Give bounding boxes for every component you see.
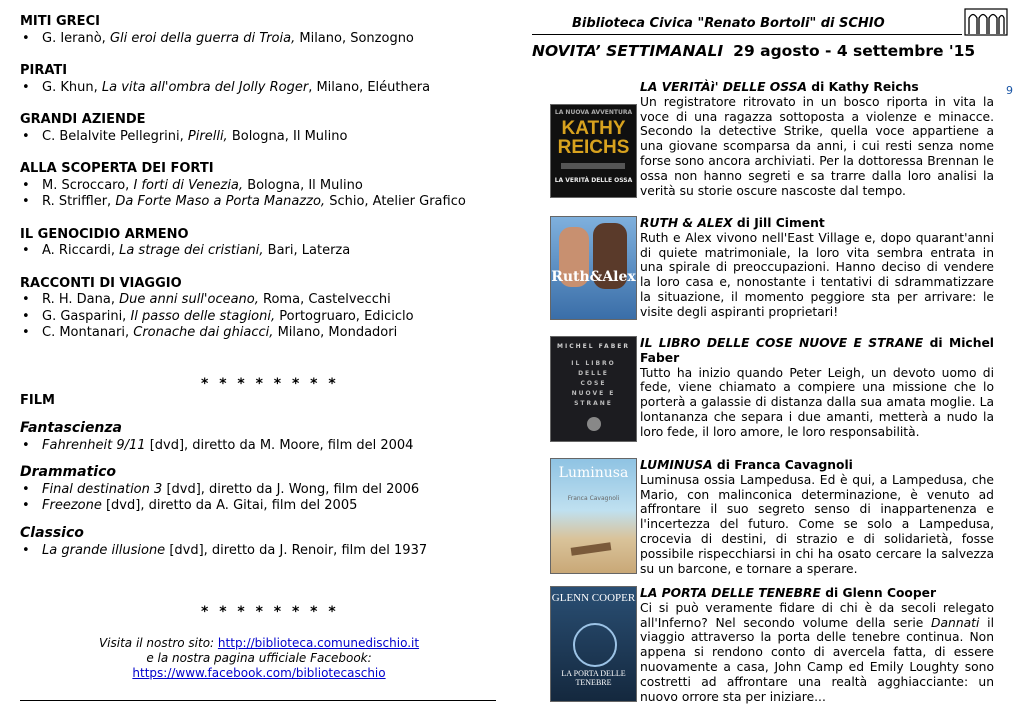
section-title: GRANDI AZIENDE <box>20 112 146 127</box>
section-grandi-aziende <box>20 112 498 145</box>
list-item <box>20 243 498 260</box>
film-genre-drammatico <box>20 464 498 515</box>
book-title: RUTH & ALEX <box>640 216 733 230</box>
library-logo-icon <box>964 8 1008 36</box>
item-author: C. Belalvite Pellegrini, <box>42 128 184 144</box>
book-title: LUMINUSA <box>640 458 713 472</box>
cover-art <box>571 542 612 555</box>
cover-title: Luminusa <box>558 465 629 481</box>
list-item <box>20 325 498 342</box>
list-item <box>20 178 498 195</box>
book-title: LA VERITÀì' DELLE OSSA <box>640 80 808 94</box>
book-author: di Michel Faber <box>640 336 995 365</box>
footer <box>20 636 498 681</box>
bullet-icon: • <box>22 437 30 453</box>
book-cover-image <box>550 458 637 574</box>
book-title: LA PORTA DELLE TENEBRE <box>640 586 821 600</box>
item-publisher: Portogruaro, Ediciclo <box>279 308 414 324</box>
library-name: Biblioteca Civica "Renato Bortoli" di SCHIO <box>572 16 885 31</box>
item-title: Gli eroi della guerra di Troia, <box>109 30 296 46</box>
item-author: R. H. Dana, <box>42 292 115 307</box>
item-author: C. Montanari, <box>42 325 130 340</box>
book-author: di Kathy Reichs <box>807 80 919 94</box>
list-item <box>20 543 498 560</box>
section-forti <box>20 161 498 211</box>
section-title: ALLA SCOPERTA DEI FORTI <box>20 161 214 176</box>
bullet-icon: • <box>22 498 30 513</box>
list-item <box>20 482 498 499</box>
facebook-link[interactable]: https://www.facebook.com/bibliotecaschio <box>132 666 386 680</box>
book-cover-image <box>550 104 637 198</box>
cover-text: LA NUOVA AVVENTURA <box>554 109 633 116</box>
film-title: Fahrenheit 9/11 <box>42 437 146 453</box>
item-title: Pirelli, <box>187 128 228 144</box>
item-author: G. Khun, <box>42 79 98 95</box>
genre-title: Classico <box>20 525 84 541</box>
bullet-icon: • <box>22 308 30 324</box>
summary-part: Ci si può veramente fidare di chi è da secoli relegato all'Inferno? Nel secondo volume della serie <box>640 600 994 630</box>
book-cover-image <box>550 216 637 320</box>
book-heading <box>640 458 994 473</box>
cover-art <box>573 623 617 667</box>
section-title: RACCONTI DI VIAGGIO <box>20 275 182 291</box>
item-title: Due anni sull'oceano, <box>119 292 259 307</box>
cover-art <box>587 417 601 431</box>
item-publisher: , Milano, Eléuthera <box>308 79 431 95</box>
site-link[interactable]: http://biblioteca.comunedischio.it <box>217 636 420 650</box>
list-item <box>20 129 498 146</box>
item-author: A. Riccardi, <box>42 243 115 258</box>
book-description <box>640 80 994 198</box>
film-details: [dvd], diretto da J. Renoir, film del 1937 <box>169 542 428 558</box>
book-author: di Glenn Cooper <box>820 586 937 600</box>
page-number: 9 <box>1006 84 1013 97</box>
series-name: Dannati <box>931 615 980 630</box>
cover-art <box>561 163 625 169</box>
book-summary: Ruth e Alex vivono nell'East Village e, dopo quarant'anni di quiete matrimoniale, la loro vita sembra entrata in una spirale di preoccupazioni. Hanno deciso di vendere la loro casa e, nonostante i tentativi di sdrammatizzare la situazione, il momento peggiore sta per arrivare: le visite degli aspiranti proprietari! <box>640 230 994 319</box>
summary-part: il viaggio attraverso la porta delle tenebre continua. Non appena si rendono conto di avercela fatta, di essere nuovamente a casa, John Camp ed Emily Loughty sono costretti ad affrontare una realtà agghiacciante: un nuovo orrore sta per iniziare... <box>640 615 994 704</box>
list-item <box>20 80 498 97</box>
item-author: G. Gasparini, <box>42 308 127 324</box>
bullet-icon: • <box>22 128 30 144</box>
item-publisher: Milano, Sonzogno <box>299 30 414 46</box>
section-title: PIRATI <box>20 63 68 78</box>
genre-title: Drammatico <box>20 464 117 480</box>
item-title: Cronache dai ghiacci, <box>133 325 274 340</box>
item-title: La vita all'ombra del Jolly Roger <box>101 79 309 95</box>
bottom-divider <box>20 700 496 701</box>
bullet-icon: • <box>22 292 30 307</box>
footer-facebook-text: e la nostra pagina ufficiale Facebook: <box>146 651 372 665</box>
film-title: Final destination 3 <box>42 481 163 497</box>
item-author: M. Scroccaro, <box>42 177 130 193</box>
book-summary: Tutto ha inizio quando Peter Leigh, un devoto uomo di fede, viene chiamato a compiere una missione che lo porterà a galassie di distanza dalla sua amata moglie. La lontananza che separa i due amanti, metterà a nudo la loro fede, il loro amore, le loro responsabilità. <box>640 365 994 439</box>
film-details: [dvd], diretto da A. Gitai, film del 2005 <box>105 498 358 513</box>
cover-title: LA VERITÀ DELLE OSSA <box>554 177 633 184</box>
date-range: 29 agosto - 4 settembre '15 <box>733 42 976 60</box>
cover-author: Franca Cavagnoli <box>567 495 620 502</box>
book-summary: Un registratore ritrovato in un bosco riporta in vita la voce di una ragazza sottoposta a violenze e minacce. Secondo la detective Strike, quella voce appartiene a una giovane scomparsa da anni, i cui resti senza nome forse sono ancora archiviati. Per la dottoressa Brennan le ossa non hanno segreti e sa trarre dalla loro analisi la verità su storie oscure nascoste dal tempo. <box>640 94 994 198</box>
bullet-icon: • <box>22 194 30 209</box>
list-item <box>20 292 498 309</box>
section-genocidio <box>20 227 498 260</box>
book-title: IL LIBRO DELLE COSE NUOVE E STRANE <box>640 336 924 350</box>
stars-divider: * * * * * * * * <box>201 604 339 620</box>
item-publisher: Bologna, Il Mulino <box>231 128 348 144</box>
list-item <box>20 194 498 211</box>
film-title: La grande illusione <box>42 542 166 558</box>
page-title <box>532 42 975 60</box>
stars-divider: * * * * * * * * <box>201 376 339 392</box>
title-text: NOVITA’ SETTIMANALI <box>532 42 724 60</box>
bullet-icon: • <box>22 542 30 558</box>
item-author: R. Striffler, <box>42 194 112 209</box>
book-cover-image <box>550 586 637 702</box>
item-publisher: Milano, Mondadori <box>277 325 398 340</box>
left-column <box>20 14 498 358</box>
bullet-icon: • <box>22 177 30 193</box>
item-title: Il passo delle stagioni, <box>130 308 276 324</box>
item-publisher: Bologna, Il Mulino <box>247 177 363 193</box>
film-genre-fantascienza <box>20 420 498 454</box>
item-title: I forti di Venezia, <box>133 177 244 193</box>
list-item <box>20 309 498 326</box>
book-heading <box>640 586 994 601</box>
book-description <box>640 458 994 576</box>
book-heading <box>640 216 994 231</box>
film-heading: FILM <box>20 393 55 408</box>
item-title: La strage dei cristiani, <box>119 243 264 258</box>
cover-author: GLENN COOPER <box>551 592 636 604</box>
book-description <box>640 586 994 704</box>
item-publisher: Schio, Atelier Grafico <box>329 194 466 209</box>
section-pirati <box>20 63 498 96</box>
book-summary <box>640 601 994 705</box>
cover-author: MICHEL FABER <box>557 343 630 350</box>
list-item <box>20 31 498 48</box>
bullet-icon: • <box>22 243 30 258</box>
bullet-icon: • <box>22 30 30 46</box>
section-racconti-viaggio <box>20 276 498 342</box>
bullet-icon: • <box>22 481 30 497</box>
book-summary: Luminusa ossia Lampedusa. Ed è qui, a Lampedusa, che Mario, con malinconica determinazione, è venuto ad affrontare il suo segreto senso di inappartenenza e l'incertezza del futuro. Come se solo a Lampedusa, crocevia di destini, di strazio e di solidarietà, fosse possibile rispecchiarsi in chi ha osato cercare la salvezza su un barcone, e tornare a sperare. <box>640 472 994 576</box>
item-title: Da Forte Maso a Porta Manazzo, <box>115 194 326 209</box>
list-item <box>20 498 498 515</box>
film-details: [dvd], diretto da J. Wong, film del 2006 <box>166 481 420 497</box>
section-title: MITI GRECI <box>20 14 100 29</box>
film-details: [dvd], diretto da M. Moore, film del 2004 <box>149 437 414 453</box>
item-publisher: Roma, Castelvecchi <box>263 292 391 307</box>
cover-title: LA PORTA DELLE TENEBRE <box>561 669 626 687</box>
book-description <box>640 216 994 320</box>
footer-visit-text: Visita il nostro sito: <box>98 636 215 650</box>
section-title: IL GENOCIDIO ARMENO <box>20 226 189 242</box>
bullet-icon: • <box>22 325 30 340</box>
cover-author: KATHY REICHS <box>557 118 630 158</box>
book-author: di Franca Cavagnoli <box>712 458 853 472</box>
book-heading <box>640 336 994 366</box>
book-author: di Jill Ciment <box>732 216 825 230</box>
book-cover-image <box>550 336 637 442</box>
genre-title: Fantascienza <box>20 420 122 436</box>
book-description <box>640 336 994 440</box>
item-publisher: Bari, Laterza <box>267 243 351 258</box>
cover-title: IL LIBRO DELLE COSE NUOVE E STRANE <box>571 360 616 407</box>
bullet-icon: • <box>22 79 30 95</box>
film-genre-classico <box>20 525 498 559</box>
film-title: Freezone <box>42 498 102 513</box>
cover-title: Ruth&Alex <box>551 269 636 285</box>
item-author: G. Ieranò, <box>42 30 106 46</box>
book-heading <box>640 80 994 95</box>
section-miti-greci <box>20 14 498 47</box>
list-item <box>20 438 498 455</box>
